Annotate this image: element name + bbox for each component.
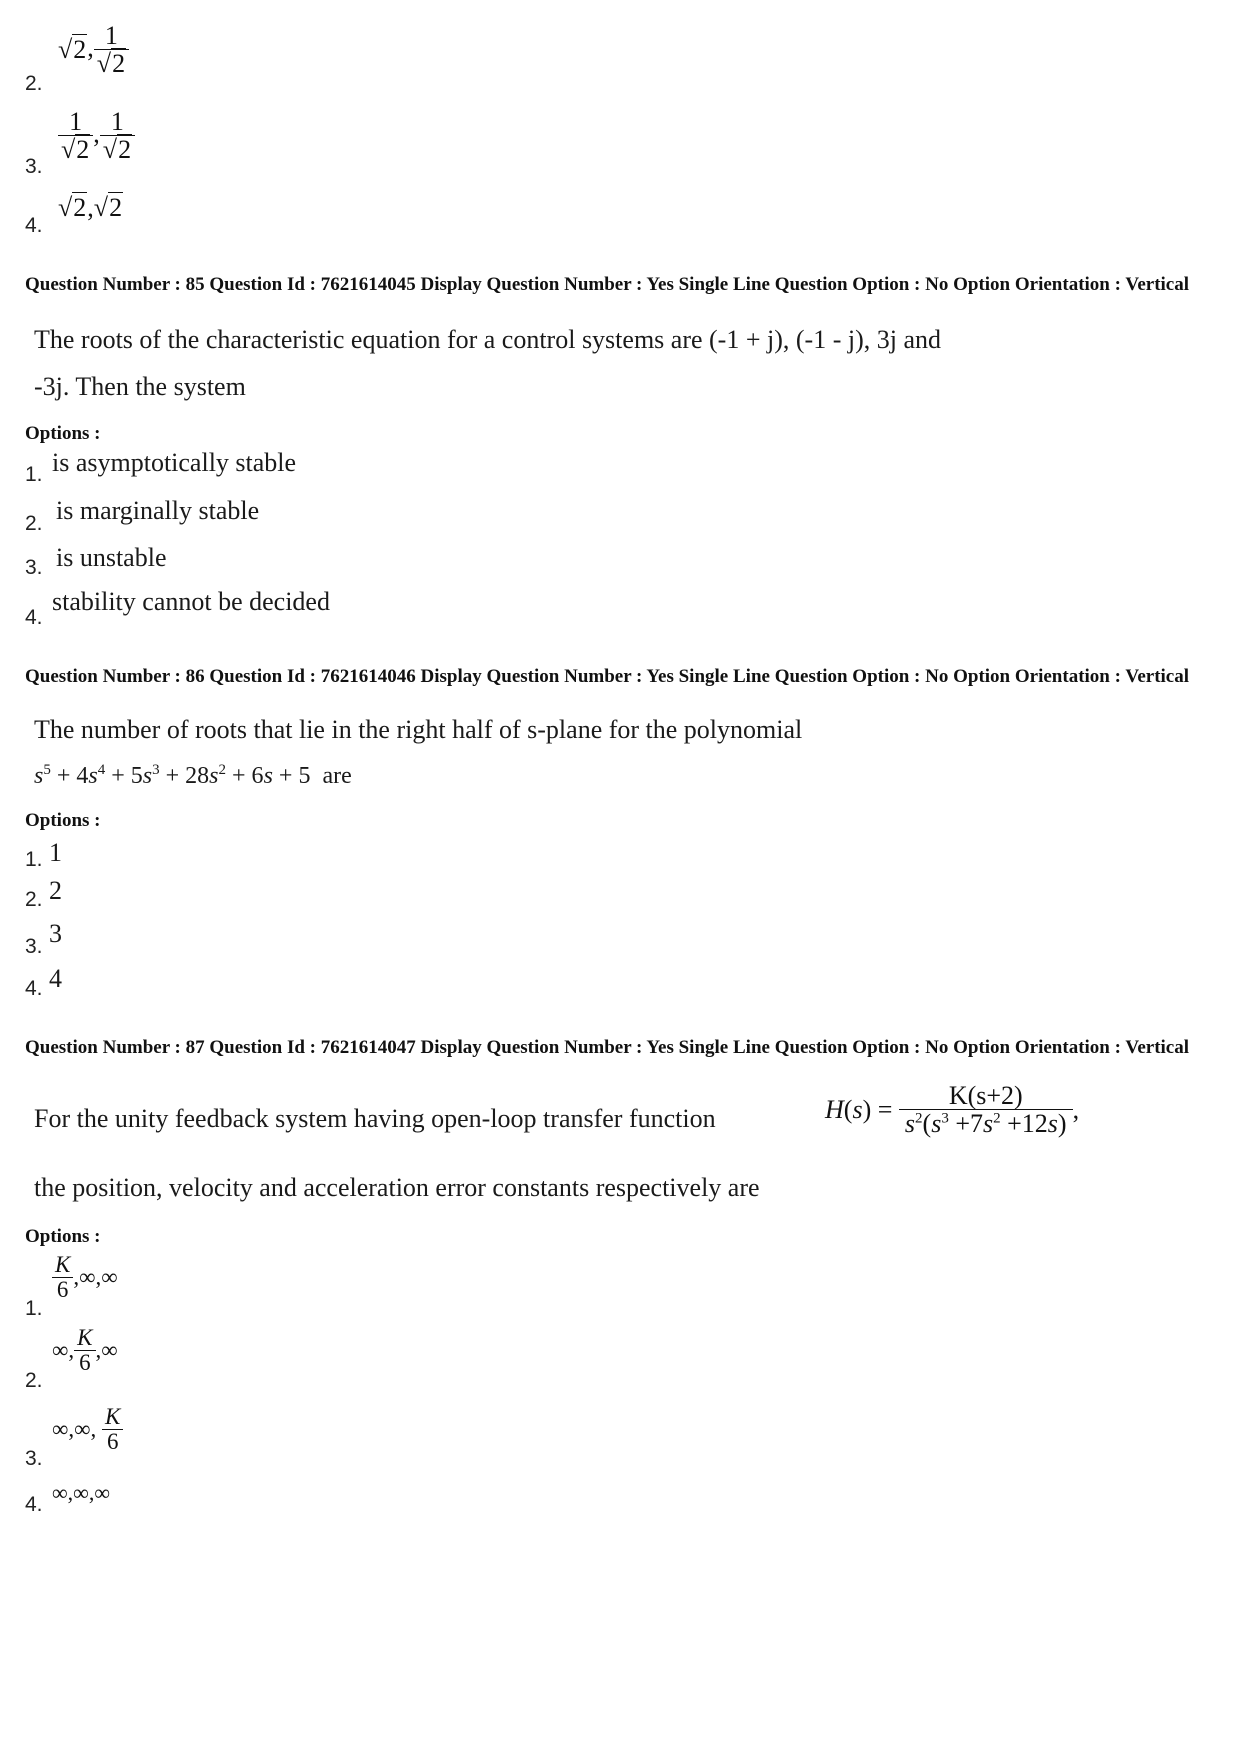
option-number: 4. <box>25 214 43 237</box>
q86-meta: Question Number : 86 Question Id : 7621614046 Display Question Number : Yes Single Line Question Option : No Option Orientation : Vertical <box>25 666 1190 687</box>
option-number: 1. <box>25 1297 43 1320</box>
option-number: 4. <box>25 606 43 629</box>
q85-meta: Question Number : 85 Question Id : 7621614045 Display Question Number : Yes Single Line Question Option : No Option Orientation : Vertical <box>25 274 1190 295</box>
option-math: √2, $\frac{1}{√2}$ <box>58 22 129 78</box>
option-math: ∞, $\frac{K}{6}$ ,∞ <box>52 1325 118 1376</box>
option-text: 1 <box>49 838 62 867</box>
option-text: 3 <box>49 919 62 948</box>
option-number: 2. <box>25 72 43 95</box>
q85-text-line2: -3j. Then the system <box>34 372 246 401</box>
q86-polynomial: $s^5 + 4s^4 + 5s^3 + 28s^2 + 6s + 5$ are <box>34 762 352 789</box>
option-number: 3. <box>25 556 43 579</box>
q87-transfer-function: H(s) = $\frac{K(s+2)}{s^2(s^3 +7s^2 +12s)}$ , <box>825 1081 1080 1139</box>
q87-options-label: Options : <box>25 1226 101 1247</box>
q86-poly-tail: are <box>322 763 352 789</box>
option-math: ∞,∞, $\frac{K}{6}$ <box>52 1405 123 1454</box>
option-number: 3. <box>25 155 43 178</box>
q87-meta: Question Number : 87 Question Id : 7621614047 Display Question Number : Yes Single Line Question Option : No Option Orientation : Vertical <box>25 1037 1190 1058</box>
option-number: 2. <box>25 512 43 535</box>
option-math: √2,√2 <box>58 193 123 222</box>
q85-text-line1: The roots of the characteristic equation for a control systems are (-1 + j), (-1 - j), 3j and <box>34 325 942 354</box>
option-text: is marginally stable <box>56 496 260 525</box>
q85-options-label: Options : <box>25 423 101 444</box>
option-text: stability cannot be decided <box>52 587 330 616</box>
option-text: ∞,∞,∞ <box>52 1480 111 1505</box>
option-text: is asymptotically stable <box>52 448 297 477</box>
option-number: 1. <box>25 463 43 486</box>
option-text: is unstable <box>56 543 167 572</box>
option-text: 2 <box>49 876 62 905</box>
option-text: 4 <box>49 964 62 993</box>
option-number: 4. <box>25 977 43 1000</box>
tf-numerator: K(s+2) <box>948 1081 1023 1110</box>
option-math: $\frac{K}{6}$ ,∞,∞ <box>52 1253 118 1302</box>
q86-options-label: Options : <box>25 810 101 831</box>
option-number: 2. <box>25 1369 43 1392</box>
option-math: $\frac{1}{√2}$ , $\frac{1}{√2}$ <box>58 108 135 164</box>
option-number: 2. <box>25 888 43 911</box>
q87-text-line2: the position, velocity and acceleration error constants respectively are <box>34 1173 760 1202</box>
option-number: 4. <box>25 1493 43 1516</box>
q87-text-line1: For the unity feedback system having open-loop transfer function <box>34 1104 716 1133</box>
option-number: 1. <box>25 848 43 871</box>
q86-text-line1: The number of roots that lie in the right half of s-plane for the polynomial <box>34 715 803 744</box>
option-number: 3. <box>25 1447 43 1470</box>
option-number: 3. <box>25 935 43 958</box>
